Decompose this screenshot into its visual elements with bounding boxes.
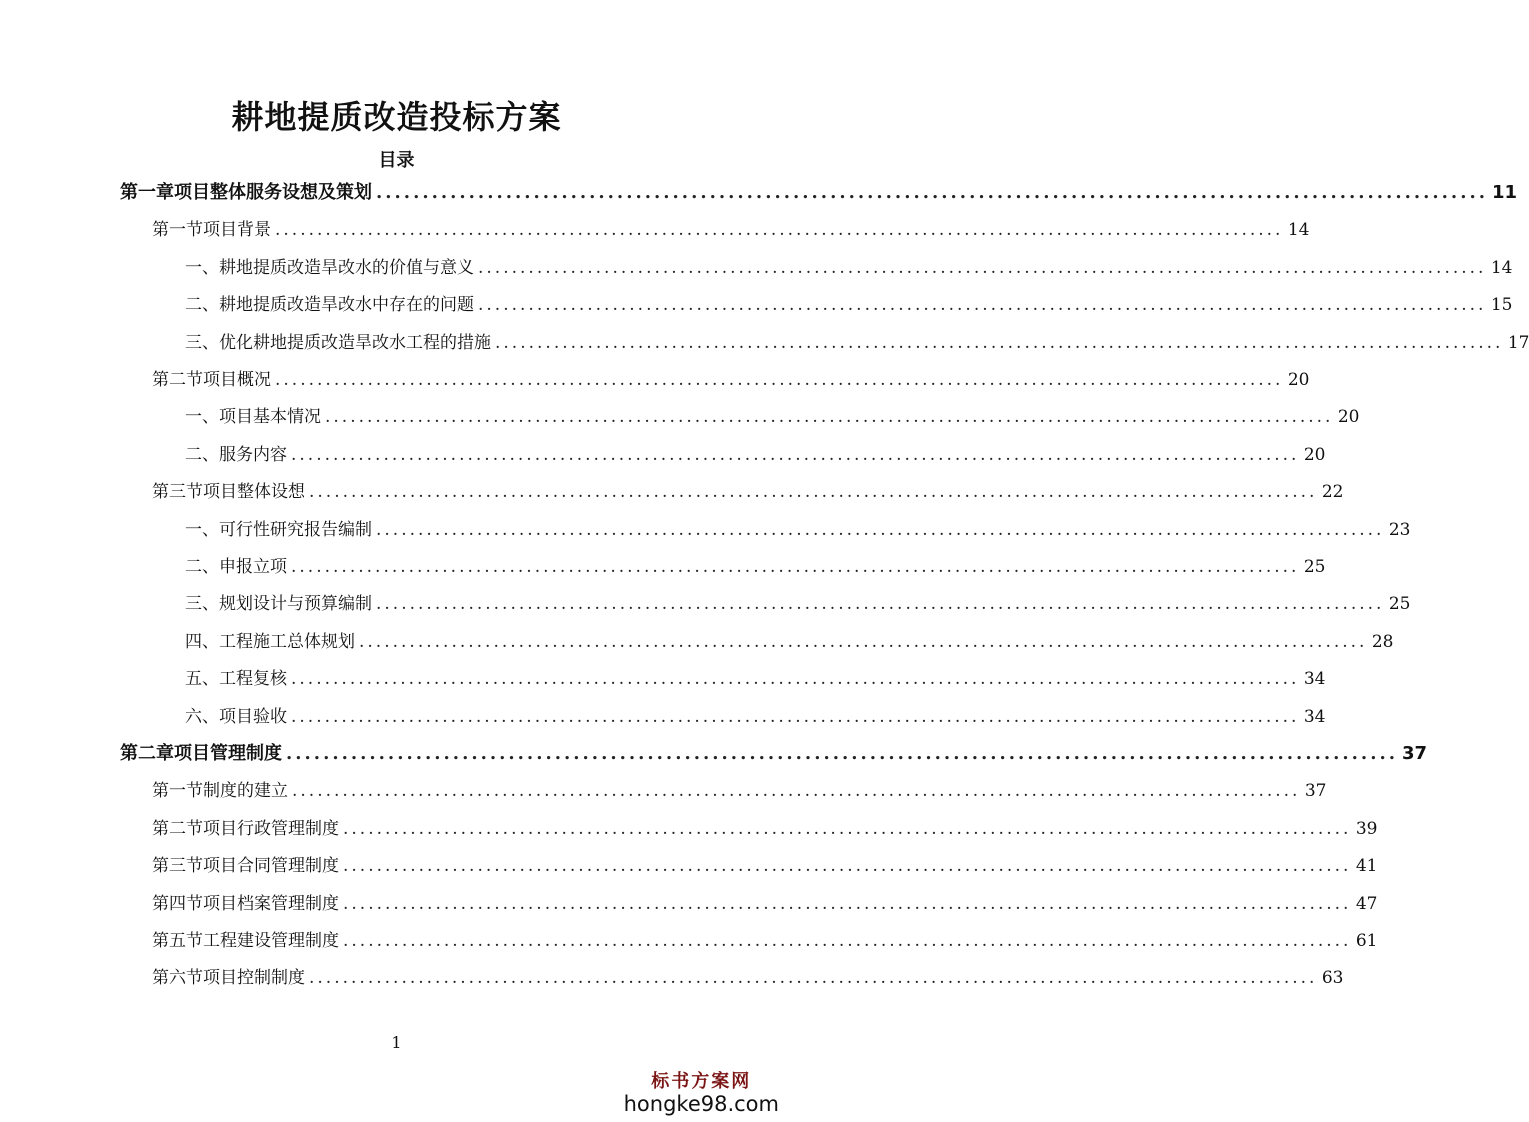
toc-entry-title: 项目背景 xyxy=(203,220,271,241)
toc-entry-number: 第一节 xyxy=(152,220,203,241)
toc-entry xyxy=(152,216,1310,244)
toc-entry-page: 11 xyxy=(1492,182,1518,203)
toc-entry-page: 23 xyxy=(1388,519,1411,540)
toc-entry-page: 41 xyxy=(1355,856,1378,877)
toc-entry-title: 工程复核 xyxy=(219,669,287,690)
toc-entry-number: 第五节 xyxy=(152,931,203,951)
toc-entry-title: 制度的建立 xyxy=(203,781,288,802)
toc-entry-title: 项目合同管理制度 xyxy=(203,856,339,877)
toc-entry-page: 20 xyxy=(1337,407,1360,428)
toc-entry-title: 工程施工总体规划 xyxy=(219,631,355,652)
toc-dot-leader: ........................................................................................................................ xyxy=(291,706,1300,727)
toc-entry-page: 25 xyxy=(1388,594,1411,615)
toc-entry xyxy=(185,553,1326,581)
toc-entry-title: 项目概况 xyxy=(203,370,271,390)
toc-entry-number: 二、 xyxy=(185,444,219,465)
toc-entry-number: 一、 xyxy=(185,257,219,278)
toc-entry-title: 耕地提质改造旱改水中存在的问题 xyxy=(219,295,474,316)
toc-entry xyxy=(152,777,1327,805)
toc-heading: 目录 xyxy=(378,150,415,171)
toc-entry-page: 22 xyxy=(1321,482,1344,503)
toc-entry-title: 服务内容 xyxy=(219,444,287,465)
toc-entry-title: 项目行政管理制度 xyxy=(203,818,339,839)
toc-entry-title: 项目档案管理制度 xyxy=(203,893,339,914)
toc-dot-leader: ........................................................................................................................ xyxy=(291,557,1300,577)
toc-entry xyxy=(185,628,1394,656)
toc-entry-number: 一、 xyxy=(185,407,219,428)
toc-dot-leader: ........................................................................................................................ xyxy=(292,781,1301,802)
toc-entry-number: 五、 xyxy=(185,669,219,690)
toc-entry-title: 可行性研究报告编制 xyxy=(219,519,372,540)
toc-entry xyxy=(152,815,1378,843)
toc-entry-number: 第一章 xyxy=(120,182,174,203)
toc-entry-number: 二、 xyxy=(185,557,219,577)
toc-entry-number: 一、 xyxy=(185,519,219,540)
toc-entry-number: 第一节 xyxy=(152,781,203,802)
toc-entry xyxy=(152,366,1310,394)
toc-dot-leader: ........................................................................................................................ xyxy=(478,257,1487,278)
toc-entry xyxy=(185,254,1513,282)
toc-entry-number: 第二节 xyxy=(152,818,203,839)
watermark-logo xyxy=(624,1067,779,1115)
toc-dot-leader: ........................................................................................................................ xyxy=(343,931,1352,951)
toc-entry xyxy=(120,179,1518,207)
toc-dot-leader: ........................................................................................................................ xyxy=(286,743,1398,764)
toc-entry-number: 第三节 xyxy=(152,482,203,503)
page-number: 1 xyxy=(391,1033,402,1052)
toc-dot-leader: ........................................................................................................................ xyxy=(376,519,1385,540)
toc-dot-leader: ........................................................................................................................ xyxy=(359,631,1368,652)
toc-entry xyxy=(120,740,1428,768)
toc-dot-leader: ........................................................................................................................ xyxy=(478,295,1487,316)
toc-entry-title: 优化耕地提质改造旱改水工程的措施 xyxy=(219,332,491,353)
toc-entry-page: 20 xyxy=(1287,370,1310,390)
watermark-cn-text: 标书方案网 xyxy=(651,1071,752,1092)
toc-dot-leader: ........................................................................................................................ xyxy=(376,182,1488,203)
toc-entry-page: 61 xyxy=(1355,931,1378,951)
toc-entry-title: 规划设计与预算编制 xyxy=(219,594,372,615)
toc-entry-title: 项目控制制度 xyxy=(203,968,305,989)
toc-entry-number: 四、 xyxy=(185,631,219,652)
toc-dot-leader: ........................................................................................................................ xyxy=(275,220,1284,241)
toc-entry xyxy=(152,964,1344,992)
toc-entry-page: 37 xyxy=(1402,743,1428,764)
toc-entry-title: 项目管理制度 xyxy=(174,743,282,764)
toc-entry xyxy=(185,291,1513,319)
toc-entry-page: 14 xyxy=(1287,220,1310,241)
toc-entry-page: 14 xyxy=(1490,257,1513,278)
toc-dot-leader: ........................................................................................................................ xyxy=(343,893,1352,914)
toc-entry-title: 工程建设管理制度 xyxy=(203,931,339,951)
toc-entry-number: 第三节 xyxy=(152,856,203,877)
toc-entry-number: 第四节 xyxy=(152,893,203,914)
toc-dot-leader: ........................................................................................................................ xyxy=(309,482,1318,503)
toc-entry-page: 34 xyxy=(1303,669,1326,690)
toc-dot-leader: ........................................................................................................................ xyxy=(343,856,1352,877)
toc-entry-page: 15 xyxy=(1490,295,1513,316)
toc-entry-number: 第二节 xyxy=(152,370,203,390)
toc-dot-leader: ........................................................................................................................ xyxy=(291,444,1300,465)
toc-entry xyxy=(185,590,1411,618)
toc-dot-leader: ........................................................................................................................ xyxy=(343,818,1352,839)
toc-entry xyxy=(185,329,1529,357)
toc-entry-number: 第六节 xyxy=(152,968,203,989)
toc-entry xyxy=(152,852,1378,880)
toc-entry-number: 三、 xyxy=(185,594,219,615)
toc-dot-leader: ........................................................................................................................ xyxy=(309,968,1318,989)
toc-entry-page: 47 xyxy=(1355,893,1378,914)
toc-entry-page: 63 xyxy=(1321,968,1344,989)
toc-entry xyxy=(185,403,1360,431)
toc-entry-page: 25 xyxy=(1303,557,1326,577)
toc-dot-leader: ........................................................................................................................ xyxy=(376,594,1385,615)
toc-entry-number: 第二章 xyxy=(120,743,174,764)
watermark-url-text: hongke98.com xyxy=(623,1092,779,1116)
toc-entry-page: 37 xyxy=(1304,781,1327,802)
toc-entry xyxy=(185,441,1326,469)
toc-entry-page: 34 xyxy=(1303,706,1326,727)
toc-entry xyxy=(185,665,1326,693)
toc-entry-title: 耕地提质改造旱改水的价值与意义 xyxy=(219,257,474,278)
toc-dot-leader: ........................................................................................................................ xyxy=(275,370,1284,390)
toc-entry-number: 三、 xyxy=(185,332,219,353)
toc-dot-leader: ........................................................................................................................ xyxy=(291,669,1300,690)
toc-entry-title: 项目整体服务设想及策划 xyxy=(174,182,372,203)
toc-entry-number: 二、 xyxy=(185,295,219,316)
toc-entry xyxy=(152,927,1378,955)
toc-entry-page: 28 xyxy=(1371,631,1394,652)
toc-entry-number: 六、 xyxy=(185,706,219,727)
toc-entry xyxy=(185,516,1411,544)
toc-entry-title: 项目基本情况 xyxy=(219,407,321,428)
toc-entry-page: 17 xyxy=(1507,332,1529,353)
toc-entry xyxy=(152,478,1344,506)
toc-dot-leader: ........................................................................................................................ xyxy=(325,407,1334,428)
toc-entry-title: 项目整体设想 xyxy=(203,482,305,503)
toc-entry-page: 20 xyxy=(1303,444,1326,465)
toc-entry-title: 项目验收 xyxy=(219,706,287,727)
document-title: 耕地提质改造投标方案 xyxy=(231,98,562,136)
toc-entry-page: 39 xyxy=(1355,818,1378,839)
toc-entry xyxy=(185,703,1326,731)
toc-entry-title: 申报立项 xyxy=(219,557,287,577)
toc-entry xyxy=(152,890,1378,918)
toc-dot-leader: ........................................................................................................................ xyxy=(495,332,1504,353)
